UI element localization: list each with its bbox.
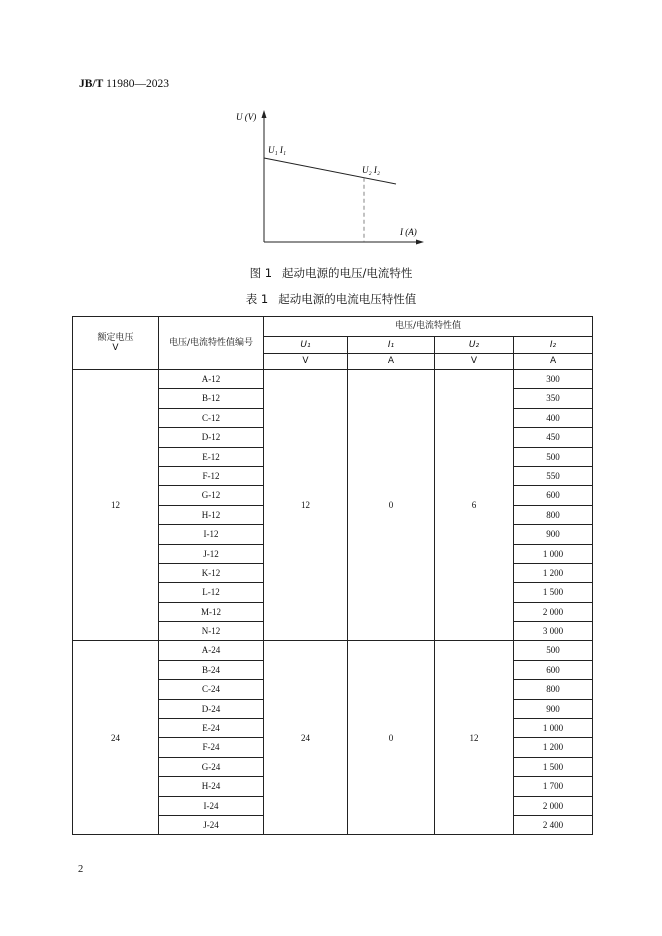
- code-cell: D-24: [159, 699, 264, 718]
- document-code-prefix: JB/T: [79, 78, 104, 90]
- i2-cell: 1 200: [514, 563, 593, 582]
- code-cell: M-12: [159, 602, 264, 621]
- code-cell: D-12: [159, 428, 264, 447]
- voltage-current-graph: [228, 100, 438, 260]
- table-caption-number: 表 1: [245, 292, 269, 306]
- i2-cell: 800: [514, 680, 593, 699]
- u1-cell: 24: [264, 641, 348, 835]
- header-code: 电压/电流特性值编号: [159, 317, 264, 370]
- rated-voltage-cell: 12: [73, 370, 159, 641]
- header-rated-voltage: 额定电压 V: [73, 317, 159, 370]
- rated-voltage-cell: 24: [73, 641, 159, 835]
- code-cell: B-24: [159, 660, 264, 679]
- i2-cell: 900: [514, 699, 593, 718]
- y-axis-label: U (V): [236, 112, 257, 122]
- header-i1-unit: A: [348, 354, 435, 370]
- x-axis-label: I (A): [400, 227, 417, 237]
- code-cell: H-24: [159, 777, 264, 796]
- i2-cell: 1 000: [514, 544, 593, 563]
- i2-cell: 1 200: [514, 738, 593, 757]
- code-cell: C-12: [159, 408, 264, 427]
- i2-cell: 1 500: [514, 583, 593, 602]
- table-row: [73, 370, 593, 389]
- code-cell: B-12: [159, 389, 264, 408]
- u2-cell: 12: [435, 641, 514, 835]
- u1-cell: 12: [264, 370, 348, 641]
- code-cell: E-12: [159, 447, 264, 466]
- i2-cell: 2 000: [514, 602, 593, 621]
- i2-cell: 3 000: [514, 622, 593, 641]
- code-cell: I-12: [159, 525, 264, 544]
- document-code: [79, 78, 169, 90]
- code-cell: I-24: [159, 796, 264, 815]
- i2-cell: 450: [514, 428, 593, 447]
- i2-cell: 2 400: [514, 815, 593, 834]
- i2-cell: 500: [514, 447, 593, 466]
- header-u2: U₂: [435, 337, 514, 354]
- table-row: [73, 641, 593, 660]
- i2-cell: 1 000: [514, 719, 593, 738]
- i2-cell: 600: [514, 486, 593, 505]
- code-cell: C-24: [159, 680, 264, 699]
- point1-label: U₁ I₁: [268, 145, 287, 155]
- header-u1-unit: V: [264, 354, 348, 370]
- code-cell: G-24: [159, 757, 264, 776]
- characteristics-table: [72, 316, 593, 835]
- code-cell: F-12: [159, 466, 264, 485]
- page-number: 2: [78, 864, 84, 875]
- table-body: [73, 370, 593, 835]
- code-cell: H-12: [159, 505, 264, 524]
- header-i2-unit: A: [514, 354, 593, 370]
- i2-cell: 500: [514, 641, 593, 660]
- table-caption-text: 起动电源的电流电压特性值: [278, 292, 417, 306]
- i2-cell: 300: [514, 370, 593, 389]
- figure-caption-text: 起动电源的电压/电流特性: [282, 266, 413, 280]
- i1-cell: 0: [348, 641, 435, 835]
- code-cell: N-12: [159, 622, 264, 641]
- i2-cell: 350: [514, 389, 593, 408]
- i2-cell: 800: [514, 505, 593, 524]
- code-cell: G-12: [159, 486, 264, 505]
- document-code-number: 11980—2023: [103, 78, 169, 90]
- header-u2-unit: V: [435, 354, 514, 370]
- figure-caption-number: 图 1: [249, 266, 273, 280]
- i2-cell: 2 000: [514, 796, 593, 815]
- header-characteristic-group: 电压/电流特性值: [264, 317, 593, 337]
- voltage-current-figure: [228, 100, 438, 260]
- header-i2: I₂: [514, 337, 593, 354]
- code-cell: L-12: [159, 583, 264, 602]
- i2-cell: 1 700: [514, 777, 593, 796]
- point2-label: U₂ I₂: [362, 165, 381, 175]
- code-cell: J-12: [159, 544, 264, 563]
- i2-cell: 550: [514, 466, 593, 485]
- figure-caption: [0, 265, 662, 281]
- code-cell: J-24: [159, 815, 264, 834]
- x-axis-arrow: [416, 240, 424, 245]
- i2-cell: 600: [514, 660, 593, 679]
- code-cell: K-12: [159, 563, 264, 582]
- i2-cell: 400: [514, 408, 593, 427]
- header-u1: U₁: [264, 337, 348, 354]
- i2-cell: 900: [514, 525, 593, 544]
- code-cell: A-24: [159, 641, 264, 660]
- i1-cell: 0: [348, 370, 435, 641]
- y-axis-arrow: [262, 110, 267, 118]
- u2-cell: 6: [435, 370, 514, 641]
- table-caption: [0, 291, 662, 307]
- header-i1: I₁: [348, 337, 435, 354]
- i2-cell: 1 500: [514, 757, 593, 776]
- code-cell: E-24: [159, 719, 264, 738]
- code-cell: A-12: [159, 370, 264, 389]
- code-cell: F-24: [159, 738, 264, 757]
